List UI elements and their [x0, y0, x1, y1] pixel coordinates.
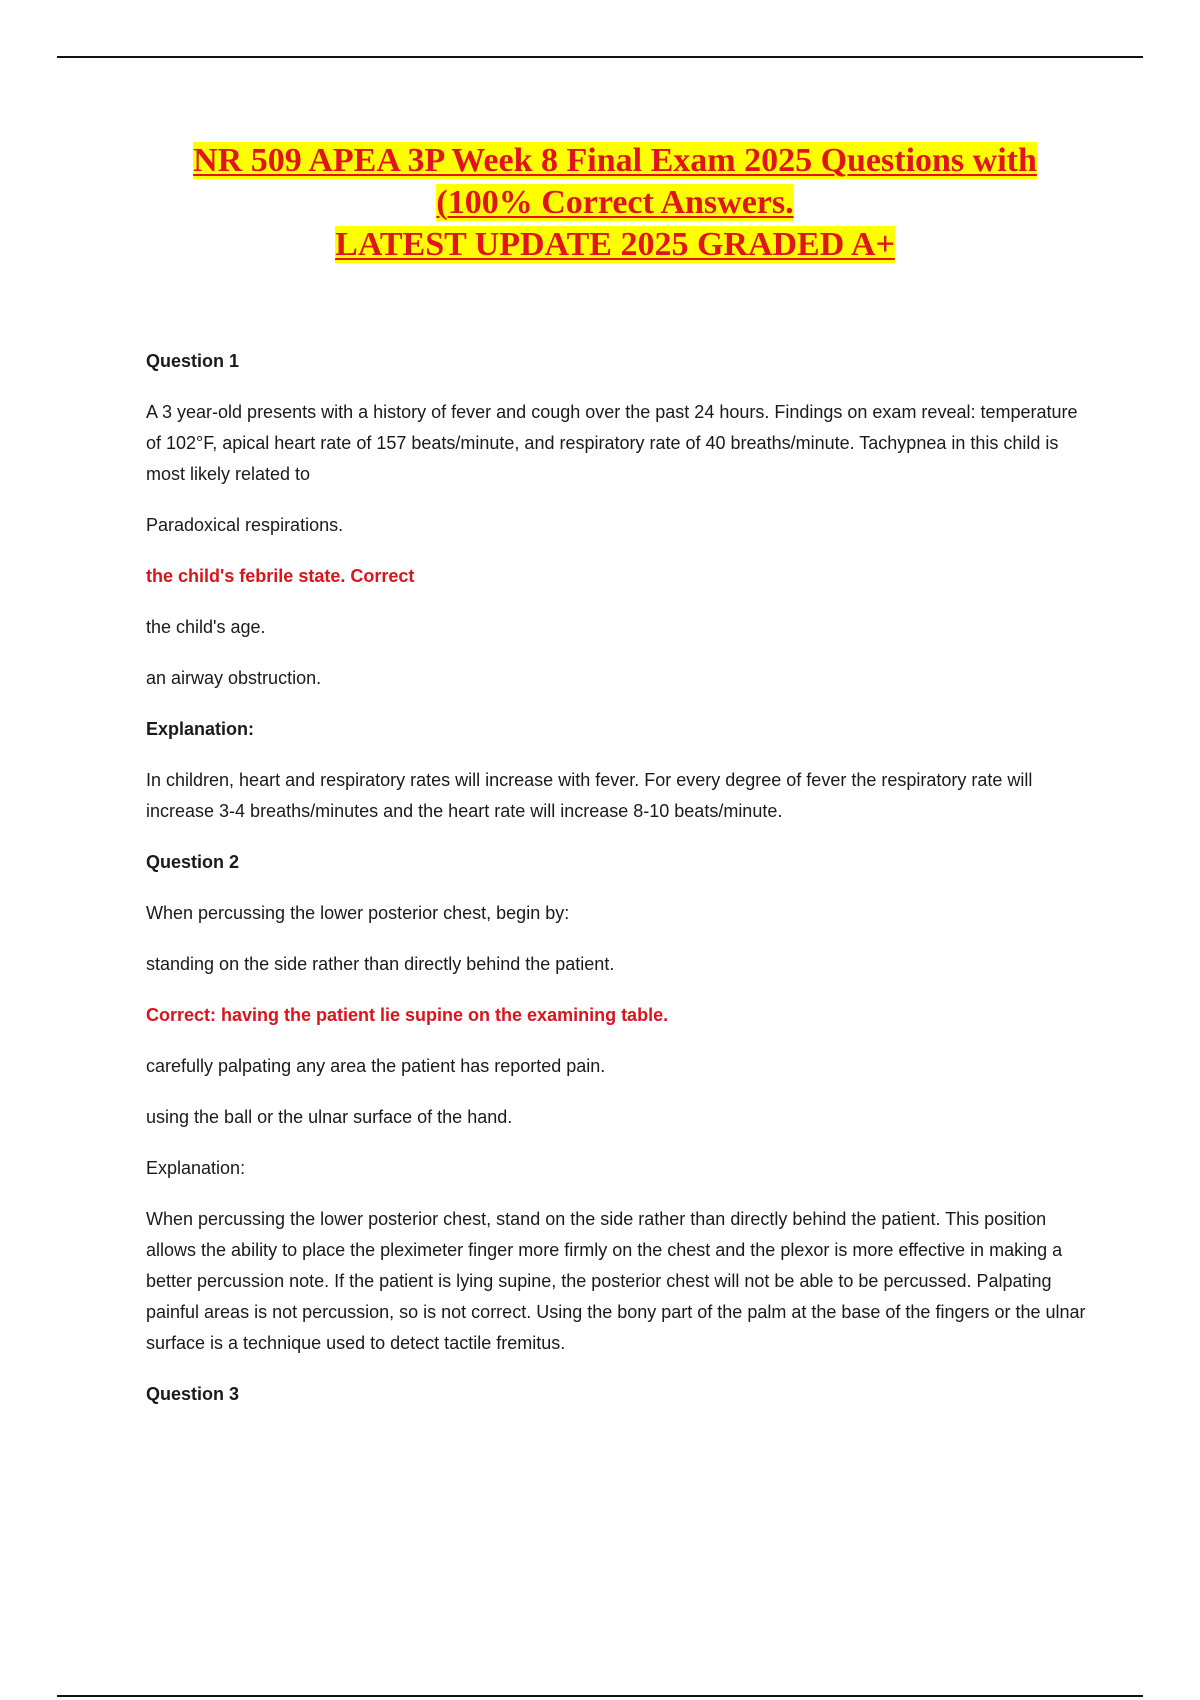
question-1-heading: Question 1 — [146, 351, 240, 371]
question-2-option: standing on the side rather than directly behind the patient. — [146, 954, 615, 974]
question-2-option: carefully palpating any area the patient has reported pain. — [146, 1056, 606, 1076]
question-1-stem: A 3 year-old presents with a history of fever and cough over the past 24 hours. Findings on exam reveal: temperature of 102°F, apical heart rate of 157 beats/minute, and respiratory rate of 40 breaths/minute. Tachypnea in this child is most likely related to — [146, 402, 1078, 484]
question-2-explanation: When percussing the lower posterior chest, stand on the side rather than directly behind the patient. This position allows the ability to place the pleximeter finger more firmly on the chest and the plexor is more effective in making a better percussion note. If the patient is lying supine, the posterior chest will not be able to be percussed. Palpating painful areas is not percussion, so is not correct. Using the bony part of the palm at the base of the fingers or the ulnar surface is a technique used to detect tactile fremitus. — [146, 1209, 1086, 1353]
top-rule — [57, 56, 1143, 58]
document-body — [146, 346, 1086, 1430]
title-line-3: LATEST UPDATE 2025 GRADED A+ — [335, 226, 895, 263]
bottom-rule — [57, 1695, 1143, 1697]
question-2-stem: When percussing the lower posterior chest, begin by: — [146, 903, 570, 923]
question-1-option: Paradoxical respirations. — [146, 515, 344, 535]
question-1-correct-option: the child's febrile state. Correct — [146, 566, 415, 586]
title-line-1: NR 509 APEA 3P Week 8 Final Exam 2025 Questions with — [193, 142, 1037, 179]
question-1-explanation-label: Explanation: — [146, 719, 255, 739]
question-2-correct-option: Correct: having the patient lie supine on the examining table. — [146, 1005, 669, 1025]
title-line-2: (100% Correct Answers. — [436, 184, 794, 221]
question-3-heading: Question 3 — [146, 1384, 240, 1404]
document-title — [90, 140, 1140, 266]
question-2-option: using the ball or the ulnar surface of the hand. — [146, 1107, 513, 1127]
question-2-heading: Question 2 — [146, 852, 240, 872]
question-1-option: an airway obstruction. — [146, 668, 322, 688]
question-1-option: the child's age. — [146, 617, 266, 637]
question-1-explanation: In children, heart and respiratory rates will increase with fever. For every degree of fever the respiratory rate will increase 3-4 breaths/minutes and the heart rate will increase 8-10 beats/minute. — [146, 770, 1033, 821]
question-2-explanation-label: Explanation: — [146, 1158, 246, 1178]
